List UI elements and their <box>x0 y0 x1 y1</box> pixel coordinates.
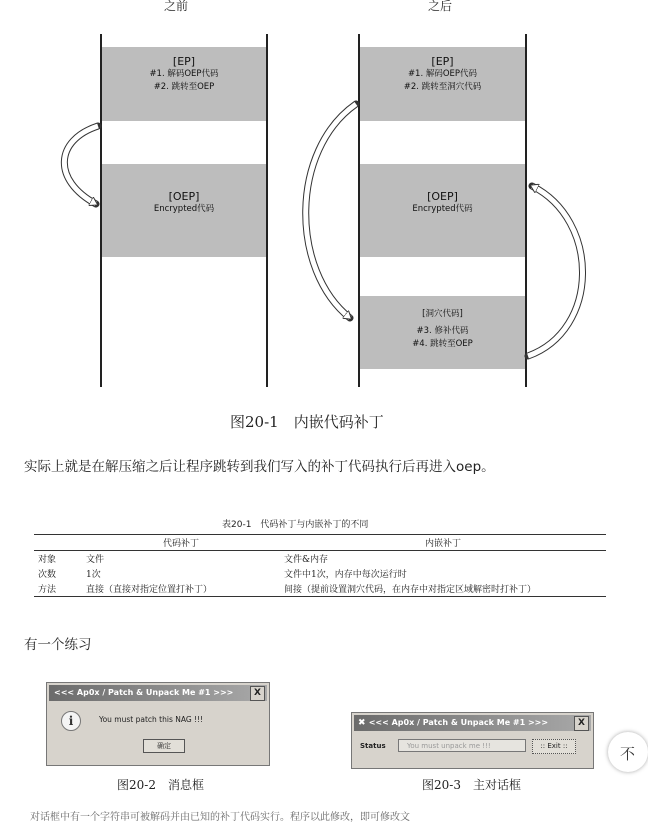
left-oep-line1: Encrypted代码 <box>153 204 215 214</box>
right-to-cave-arrow <box>306 104 356 318</box>
table-row <box>34 551 606 567</box>
right-ep-title: [EP] <box>431 55 454 68</box>
left-ep-line2: #2. 跳转至OEP <box>153 82 215 92</box>
nag-message-box <box>46 682 270 766</box>
table-cell: 方法 <box>34 581 82 597</box>
main-title: <<< Ap0x / Patch & Unpack Me #1 >>> <box>368 718 549 727</box>
nag-title: <<< Ap0x / Patch & Unpack Me #1 >>> <box>54 688 234 697</box>
comparison-table <box>34 534 606 597</box>
left-oep-title: [OEP] <box>168 190 200 203</box>
right-ep-line1: #1. 解码OEP代码 <box>407 69 478 79</box>
ok-button[interactable]: 确定 <box>143 739 185 753</box>
cave-to-oep-arrow <box>528 186 583 356</box>
table-header: 内嵌补丁 <box>280 535 606 551</box>
table-cell: 对象 <box>38 555 57 565</box>
nag-message: You must patch this NAG !!! <box>99 715 204 724</box>
main-dialog-icon: ✖ <box>358 718 369 728</box>
bottom-cut-text: 对话框中有一个字符串可被解码并由已知的补丁代码实行。程序以此修改，即可修改文 <box>30 812 410 823</box>
after-label: 之后 <box>428 0 453 13</box>
left-ep-line1: #1. 解码OEP代码 <box>149 69 219 79</box>
floating-side-glyph: 不 <box>620 745 636 763</box>
right-ep-line2: #2. 跳转至洞穴代码 <box>403 82 482 92</box>
status-label: Status <box>360 742 386 750</box>
right-cave-line2: #4. 跳转至OEP <box>412 339 473 349</box>
paragraph-2: 有一个练习 <box>24 637 92 653</box>
right-oep-title: [OEP] <box>427 190 458 203</box>
dialog1-caption: 图20-2 消息框 <box>117 778 204 792</box>
right-oep-line1: Encrypted代码 <box>412 204 473 214</box>
table-cell: 文件 <box>86 555 105 565</box>
main-title-bar <box>354 715 591 731</box>
right-cave-title: [洞穴代码] <box>422 309 463 319</box>
comparison-table-wrap <box>34 534 606 597</box>
paragraph-1: 实际上就是在解压缩之后让程序跳转到我们写入的补丁代码执行后再进入oep。 <box>24 459 495 475</box>
nag-close-button[interactable]: X <box>250 686 265 701</box>
table-row <box>34 581 606 597</box>
figure1-caption: 图20-1 内嵌代码补丁 <box>230 413 384 431</box>
table-cell: 直接（直接对指定位置打补丁） <box>82 581 280 597</box>
main-dialog <box>351 712 594 769</box>
status-field[interactable]: You must unpack me !!! <box>398 739 526 752</box>
table-cell: 1次 <box>86 570 101 580</box>
table-cell: 文件&内存 <box>284 555 329 565</box>
table-cell: 间接（提前设置洞穴代码，在内存中对指定区域解密时打补丁） <box>280 581 606 597</box>
before-label: 之前 <box>164 0 189 13</box>
table-row <box>34 566 606 581</box>
table-title: 表20-1 代码补丁与内嵌补丁的不同 <box>222 520 369 530</box>
right-cave-line1: #3. 修补代码 <box>416 326 469 336</box>
table-cell: 文件中1次，内存中每次运行时 <box>284 570 407 580</box>
table-cell: 次数 <box>38 570 57 580</box>
jump-arrows <box>0 0 630 400</box>
exit-button[interactable]: :: Exit :: <box>532 739 576 754</box>
main-close-button[interactable]: X <box>574 716 589 731</box>
dialog2-caption: 图20-3 主对话框 <box>422 778 521 792</box>
table-header: 代码补丁 <box>82 535 280 551</box>
left-ep-title: [EP] <box>172 55 196 68</box>
info-icon: i <box>61 711 81 731</box>
table-header <box>34 535 82 551</box>
floating-side-button[interactable] <box>608 732 648 772</box>
nag-title-bar <box>49 685 267 701</box>
